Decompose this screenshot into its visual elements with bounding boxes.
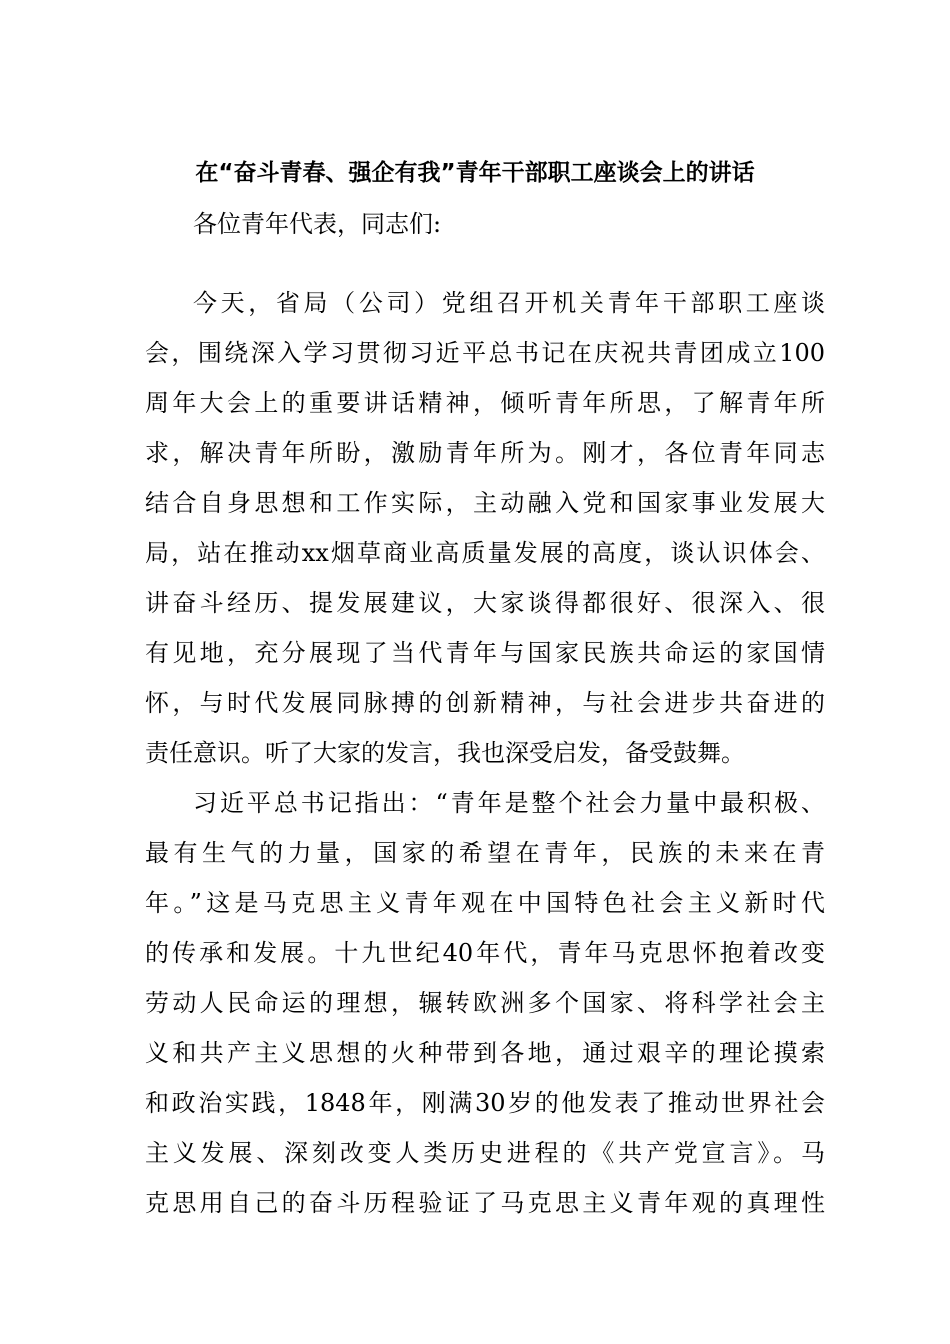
text-line: 主义发展、深刻改变人类历史进程的《共产党宣言》。马 (145, 1139, 825, 1167)
text-line: 责任意识。听了大家的发言，我也深受启发，备受鼓舞。 (145, 739, 745, 767)
text-line: 克思用自己的奋斗历程验证了马克思主义青年观的真理性 (145, 1189, 825, 1217)
text-line: 习近平总书记指出：“青年是整个社会力量中最积极、 (193, 789, 825, 817)
text-line: 求，解决青年所盼，激励青年所为。刚才，各位青年同志 (145, 439, 825, 467)
text-line: 有见地，充分展现了当代青年与国家民族共命运的家国情 (145, 639, 825, 667)
text-line: 的传承和发展。十九世纪40年代，青年马克思怀抱着改变 (145, 939, 825, 967)
text-line: 会，围绕深入学习贯彻习近平总书记在庆祝共青团成立100 (145, 339, 825, 367)
text-line: 年。”这是马克思主义青年观在中国特色社会主义新时代 (145, 889, 825, 917)
text-line: 周年大会上的重要讲话精神，倾听青年所思，了解青年所 (145, 389, 825, 417)
text-line: 义和共产主义思想的火种带到各地，通过艰辛的理论摸索 (145, 1039, 825, 1067)
text-line: 今天，省局（公司）党组召开机关青年干部职工座谈 (193, 289, 825, 317)
text-line: 讲奋斗经历、提发展建议，大家谈得都很好、很深入、很 (145, 589, 825, 617)
salutation-line: 各位青年代表，同志们: (193, 210, 442, 238)
text-line: 结合自身思想和工作实际，主动融入党和国家事业发展大 (145, 489, 825, 517)
text-line: 劳动人民命运的理想，辗转欧洲多个国家、将科学社会主 (145, 989, 825, 1017)
text-line: 和政治实践，1848年，刚满30岁的他发表了推动世界社会 (145, 1089, 825, 1117)
text-line: 局，站在推动xx烟草商业高质量发展的高度，谈认识体会、 (145, 539, 825, 567)
text-line: 怀，与时代发展同脉搏的创新精神，与社会进步共奋进的 (145, 689, 825, 717)
text-line: 最有生气的力量，国家的希望在青年，民族的未来在青 (145, 839, 825, 867)
speech-title: 在“奋斗青春、强企有我”青年干部职工座谈会上的讲话 (195, 160, 755, 186)
